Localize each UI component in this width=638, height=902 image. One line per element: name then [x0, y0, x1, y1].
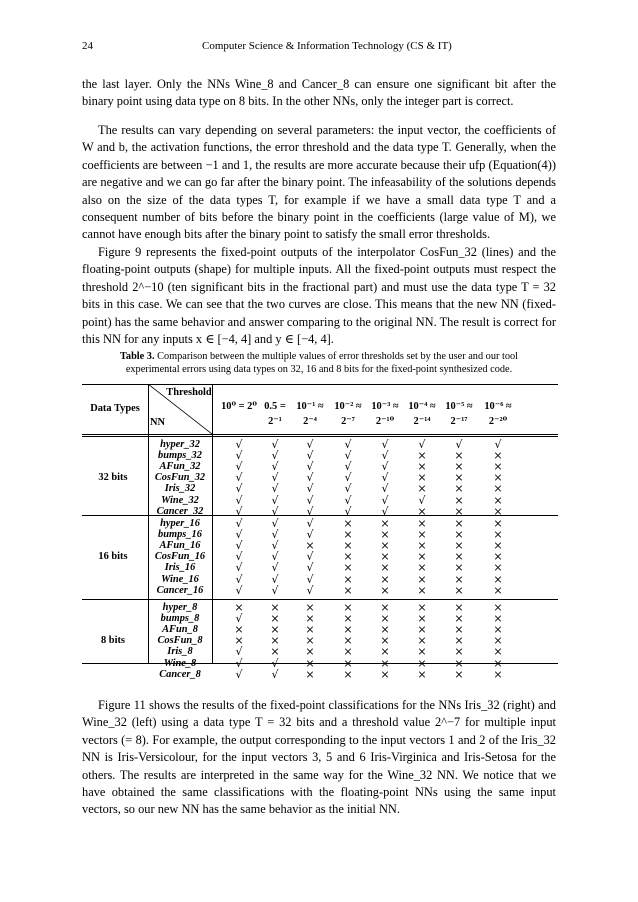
cross-mark: ×: [493, 612, 503, 626]
cross-mark: ×: [234, 634, 244, 648]
check-mark: √: [381, 438, 389, 451]
check-mark: √: [306, 550, 314, 564]
check-mark: √: [306, 572, 314, 586]
page-header: [82, 40, 562, 60]
page-number: 24: [82, 40, 93, 52]
cross-mark: ×: [454, 449, 464, 463]
cross-mark: ×: [417, 583, 427, 597]
cross-mark: ×: [270, 612, 280, 626]
check-mark: √: [271, 504, 279, 518]
check-mark: √: [306, 528, 314, 542]
cross-mark: ×: [380, 601, 390, 614]
check-mark: √: [235, 656, 243, 670]
cross-mark: ×: [343, 601, 353, 614]
cross-mark: ×: [454, 561, 464, 575]
cross-mark: ×: [417, 471, 427, 485]
cross-mark: ×: [234, 601, 244, 614]
cross-mark: ×: [343, 572, 353, 586]
cross-mark: ×: [493, 504, 503, 518]
cross-mark: ×: [454, 504, 464, 518]
check-mark: √: [235, 612, 243, 626]
check-mark: √: [271, 460, 279, 474]
paragraph-4: [82, 697, 556, 819]
check-mark: √: [271, 493, 279, 507]
table-caption-text: Comparison between the multiple values of error thresholds set by the user and our tool experimental errors using data types on 32, 16 and 8 bits for the fixed-point synthesized code.: [125, 351, 518, 376]
cross-mark: ×: [417, 550, 427, 564]
cross-mark: ×: [234, 623, 244, 637]
cross-mark: ×: [343, 656, 353, 670]
paragraph-1: the last layer. Only the NNs Wine_8 and Cancer_8 can ensure one significant bit after the binary point using data type on 8 bits. In the other NNs, only the integer part is correct.: [82, 77, 556, 109]
cross-mark: ×: [380, 656, 390, 670]
cross-mark: ×: [380, 561, 390, 575]
cross-mark: ×: [493, 517, 503, 530]
cross-mark: ×: [493, 601, 503, 614]
cross-mark: ×: [270, 601, 280, 614]
paragraph-4-text: Figure 11 shows the results of the fixed-point classifications for the NNs Iris_32 (right) and Wine_32 (left) using a data type T = 32 bits and a threshold value 2^−7 for multiple input vectors (= 8). For example, the output corresponding to the input vectors 1 and 2 of the Iris_32 NN is Iris-Versicolour, for the input vectors 3, 5 and 6 Iris-Virginica and Iris-Setosa for the others. The results are interpreted in the same way for the Wine_32 NN. We notice that we have obtained the same classifications with the floating-point NNs using the same input vectors, so our new NN has the same behavior as the initial NN.: [82, 698, 556, 817]
cross-mark: ×: [493, 539, 503, 553]
table-header-rule-2: [82, 436, 558, 437]
running-head: Computer Science & Information Technology (CS & IT): [202, 40, 452, 52]
threshold-header-7: 10⁻⁵ ≈: [445, 401, 473, 412]
cross-mark: ×: [305, 656, 315, 670]
nn-name: bumps_32: [158, 450, 202, 462]
cross-mark: ×: [417, 623, 427, 637]
cross-mark: ×: [343, 612, 353, 626]
check-mark: √: [381, 482, 389, 496]
paragraph-3: [82, 244, 556, 348]
check-mark: √: [271, 667, 279, 681]
cross-mark: ×: [343, 623, 353, 637]
cross-mark: ×: [270, 623, 280, 637]
threshold-header-5-exp: 2⁻¹⁰: [375, 416, 395, 427]
check-mark: √: [306, 471, 314, 485]
table-caption-label: Table 3.: [120, 351, 155, 362]
cross-mark: ×: [454, 612, 464, 626]
threshold-header-7-exp: 2⁻¹⁷: [450, 416, 468, 427]
threshold-header-3: 10⁻¹ ≈: [296, 401, 324, 412]
cross-mark: ×: [343, 583, 353, 597]
check-mark: √: [381, 449, 389, 463]
check-mark: √: [271, 449, 279, 463]
check-mark: √: [306, 493, 314, 507]
check-mark: √: [381, 460, 389, 474]
check-mark: √: [271, 528, 279, 542]
nn-name: CosFun_16: [154, 551, 206, 563]
cross-mark: ×: [380, 612, 390, 626]
check-mark: √: [344, 449, 352, 463]
nn-name: Cancer_32: [156, 505, 204, 517]
check-mark: √: [271, 438, 279, 451]
cross-mark: ×: [454, 583, 464, 597]
nn-name: Wine_16: [161, 573, 199, 585]
cross-mark: ×: [454, 460, 464, 474]
check-mark: √: [344, 460, 352, 474]
cross-mark: ×: [417, 572, 427, 586]
cross-mark: ×: [305, 623, 315, 637]
cross-mark: ×: [417, 601, 427, 614]
check-mark: √: [418, 493, 426, 507]
nn-name: hyper_8: [162, 602, 198, 613]
cross-mark: ×: [417, 449, 427, 463]
nn-name: hyper_16: [160, 518, 200, 529]
check-mark: √: [235, 504, 243, 518]
cross-mark: ×: [305, 667, 315, 681]
check-mark: √: [235, 438, 243, 451]
nn-name: Iris_8: [167, 646, 193, 658]
cross-mark: ×: [454, 601, 464, 614]
check-mark: √: [306, 561, 314, 575]
cross-mark: ×: [454, 634, 464, 648]
check-mark: √: [455, 438, 463, 451]
cross-mark: ×: [343, 550, 353, 564]
nn-name: AFun_16: [159, 540, 201, 552]
cross-mark: ×: [454, 550, 464, 564]
check-mark: √: [271, 471, 279, 485]
check-mark: √: [344, 482, 352, 496]
cross-mark: ×: [270, 645, 280, 659]
check-mark: √: [271, 583, 279, 597]
nn-name: Cancer_8: [159, 668, 201, 680]
cross-mark: ×: [380, 528, 390, 542]
check-mark: √: [235, 550, 243, 564]
threshold-header-6: 10⁻⁴ ≈: [408, 401, 436, 412]
cross-mark: ×: [343, 645, 353, 659]
cross-mark: ×: [493, 583, 503, 597]
check-mark: √: [494, 438, 502, 451]
group-label: 16 bits: [98, 551, 128, 563]
cross-mark: ×: [380, 517, 390, 530]
cross-mark: ×: [343, 561, 353, 575]
cross-mark: ×: [343, 517, 353, 530]
cross-mark: ×: [305, 634, 315, 648]
nn-name: AFun_32: [159, 461, 201, 473]
cross-mark: ×: [493, 561, 503, 575]
cross-mark: ×: [380, 634, 390, 648]
threshold-header-6-exp: 2⁻¹⁴: [413, 416, 431, 427]
cross-mark: ×: [417, 656, 427, 670]
cross-mark: ×: [493, 493, 503, 507]
cross-mark: ×: [493, 623, 503, 637]
nn-name: Wine_8: [163, 657, 197, 669]
check-mark: √: [235, 539, 243, 553]
check-mark: √: [235, 561, 243, 575]
check-mark: √: [235, 528, 243, 542]
cross-mark: ×: [417, 561, 427, 575]
cross-mark: ×: [380, 667, 390, 681]
cross-mark: ×: [380, 623, 390, 637]
check-mark: √: [306, 583, 314, 597]
cross-mark: ×: [454, 623, 464, 637]
nn-name: Iris_16: [164, 562, 196, 574]
cross-mark: ×: [493, 550, 503, 564]
cross-mark: ×: [343, 634, 353, 648]
check-mark: √: [271, 572, 279, 586]
check-mark: √: [235, 667, 243, 681]
check-mark: √: [381, 504, 389, 518]
cross-mark: ×: [417, 612, 427, 626]
cross-mark: ×: [454, 517, 464, 530]
cross-mark: ×: [493, 645, 503, 659]
cross-mark: ×: [454, 493, 464, 507]
cross-mark: ×: [380, 550, 390, 564]
cross-mark: ×: [417, 482, 427, 496]
check-mark: √: [235, 583, 243, 597]
cross-mark: ×: [380, 572, 390, 586]
cross-mark: ×: [454, 667, 464, 681]
threshold-header-1: 10⁰ = 2⁰: [221, 401, 257, 412]
nn-name: bumps_8: [160, 613, 200, 625]
cross-mark: ×: [454, 482, 464, 496]
cross-mark: ×: [454, 656, 464, 670]
check-mark: √: [271, 656, 279, 670]
check-mark: √: [235, 645, 243, 659]
check-mark: √: [344, 471, 352, 485]
threshold-header-4-exp: 2⁻⁷: [341, 416, 355, 427]
cross-mark: ×: [380, 645, 390, 659]
cross-mark: ×: [454, 572, 464, 586]
check-mark: √: [306, 482, 314, 496]
cross-mark: ×: [417, 504, 427, 518]
check-mark: √: [271, 482, 279, 496]
table-vrule-2: [212, 384, 213, 664]
check-mark: √: [235, 471, 243, 485]
cross-mark: ×: [454, 539, 464, 553]
cross-mark: ×: [417, 528, 427, 542]
cross-mark: ×: [305, 539, 315, 553]
cross-mark: ×: [454, 471, 464, 485]
cross-mark: ×: [493, 460, 503, 474]
threshold-header-4: 10⁻² ≈: [334, 401, 362, 412]
cross-mark: ×: [493, 528, 503, 542]
nn-name: Cancer_16: [156, 584, 204, 596]
threshold-header-2-exp: 2⁻¹: [268, 416, 282, 427]
cross-mark: ×: [493, 482, 503, 496]
group-label: 32 bits: [98, 472, 128, 484]
cross-mark: ×: [493, 634, 503, 648]
check-mark: √: [306, 517, 314, 530]
cross-mark: ×: [417, 645, 427, 659]
header-threshold: Threshold: [166, 387, 212, 398]
check-mark: √: [381, 471, 389, 485]
cross-mark: ×: [493, 449, 503, 463]
check-mark: √: [418, 438, 426, 451]
cross-mark: ×: [493, 471, 503, 485]
check-mark: √: [306, 438, 314, 451]
cross-mark: ×: [454, 645, 464, 659]
paragraph-2-text: The results can vary depending on several parameters: the input vector, the coefficients of W and b, the activation functions, the error threshold and the data type T. Generally, when the coefficients are between −1 and 1, the results are more accurate because their ufp (Equation(4)) are negative and we can go far after the binary point. The infeasability of the solutions depends also on the size of the data types T, for example if we have a small data type T and a consequent number of bits before the binary point in the coefficients (large value of M), we cannot have enough bits after the binary point to satisfy the small error thresholds.: [82, 123, 556, 242]
check-mark: √: [306, 504, 314, 518]
nn-name: AFun_8: [162, 624, 198, 636]
cross-mark: ×: [417, 667, 427, 681]
paragraph-2: [82, 122, 556, 244]
threshold-header-8: 10⁻⁶ ≈: [484, 401, 512, 412]
cross-mark: ×: [493, 667, 503, 681]
cross-mark: ×: [417, 539, 427, 553]
cross-mark: ×: [270, 634, 280, 648]
paragraph-3-text: Figure 9 represents the fixed-point outputs of the interpolator CosFun_32 (lines) and the floating-point outputs (shape) for multiple inputs. All the fixed-point outputs must respect the threshold 2^−10 (ten significant bits in the fractional part) and must use the data type T = 32 bits in this case. We can see that the two curves are close. This means that the new NN (fixed-point) has the same behavior and answer comparing to the original NN. The result is correct for this NN for any inputs x ∈ [−4, 4] and y ∈ [−4, 4].: [82, 245, 556, 347]
check-mark: √: [235, 449, 243, 463]
cross-mark: ×: [454, 528, 464, 542]
header-nn: NN: [150, 417, 166, 428]
check-mark: √: [271, 550, 279, 564]
check-mark: √: [235, 493, 243, 507]
check-mark: √: [235, 572, 243, 586]
cross-mark: ×: [305, 645, 315, 659]
check-mark: √: [271, 561, 279, 575]
nn-name: CosFun_8: [157, 635, 203, 647]
check-mark: √: [344, 504, 352, 518]
check-mark: √: [381, 493, 389, 507]
cross-mark: ×: [417, 634, 427, 648]
cross-mark: ×: [417, 517, 427, 530]
cross-mark: ×: [380, 539, 390, 553]
nn-name: Iris_32: [164, 483, 196, 495]
cross-mark: ×: [305, 601, 315, 614]
check-mark: √: [306, 449, 314, 463]
cross-mark: ×: [343, 667, 353, 681]
cross-mark: ×: [493, 656, 503, 670]
nn-name: hyper_32: [160, 439, 200, 450]
cross-mark: ×: [493, 572, 503, 586]
check-mark: √: [235, 482, 243, 496]
table-caption: [96, 350, 542, 376]
threshold-table: [82, 384, 558, 681]
check-mark: √: [235, 460, 243, 474]
group-label: 8 bits: [101, 635, 125, 647]
nn-name: CosFun_32: [154, 472, 206, 484]
check-mark: √: [271, 517, 279, 530]
header-data-types: Data Types: [90, 403, 140, 414]
check-mark: √: [344, 493, 352, 507]
cross-mark: ×: [417, 460, 427, 474]
check-mark: √: [344, 438, 352, 451]
cross-mark: ×: [343, 528, 353, 542]
nn-name: Wine_32: [161, 494, 199, 506]
check-mark: √: [306, 460, 314, 474]
check-mark: √: [235, 517, 243, 530]
cross-mark: ×: [343, 539, 353, 553]
cross-mark: ×: [305, 612, 315, 626]
cross-mark: ×: [380, 583, 390, 597]
threshold-header-5: 10⁻³ ≈: [371, 401, 399, 412]
table-header-rule: [82, 434, 558, 435]
threshold-header-2: 0.5 =: [264, 401, 286, 412]
check-mark: √: [271, 539, 279, 553]
threshold-header-8-exp: 2⁻²⁰: [488, 416, 508, 427]
table-rule-8: [82, 599, 558, 600]
nn-name: bumps_16: [158, 529, 202, 541]
threshold-header-3-exp: 2⁻⁴: [303, 416, 317, 427]
